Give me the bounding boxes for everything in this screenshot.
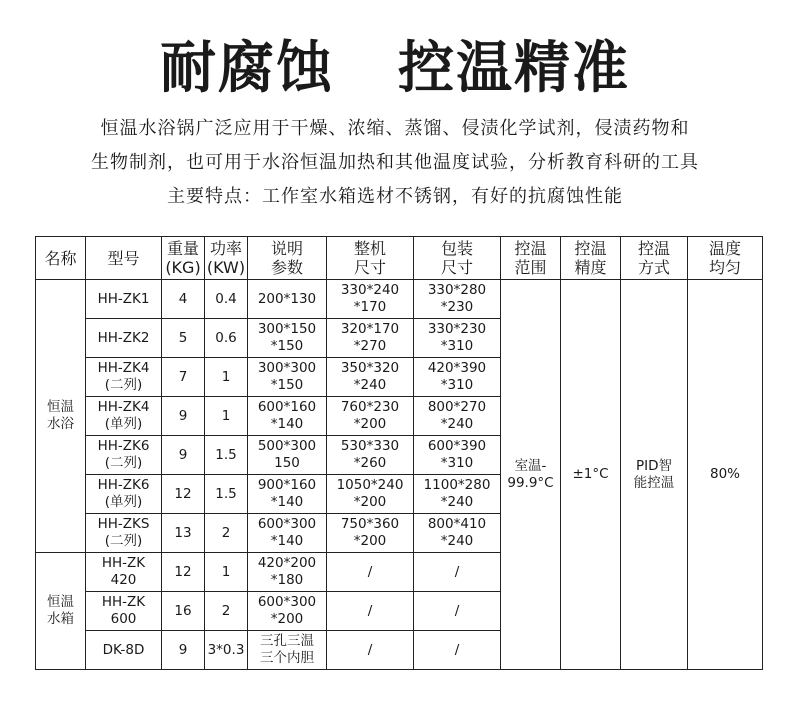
- cell-text: 水箱: [47, 611, 74, 627]
- cell-text: 200*130: [257, 290, 317, 307]
- params-cell: [248, 631, 327, 670]
- cell-text: 800*270: [427, 399, 487, 415]
- package-cell: [414, 475, 501, 514]
- column-header: [327, 237, 414, 280]
- cell-text: 方式: [637, 258, 670, 277]
- cell-text: HH-ZKS: [97, 516, 150, 532]
- power-cell: 2: [205, 592, 248, 631]
- weight-cell: 5: [162, 319, 205, 358]
- size-cell: [327, 592, 414, 631]
- cell-text: *240: [440, 533, 474, 549]
- cell-text: (KW): [206, 258, 246, 277]
- cell-text: 500*300: [257, 438, 317, 454]
- cell-text: 600*300: [257, 594, 317, 610]
- cell-text: 600*160: [257, 399, 317, 415]
- cell-text: *200: [353, 533, 387, 549]
- cell-text: *200: [270, 611, 304, 627]
- cell-text: 150: [274, 455, 300, 471]
- cell-text: 750*360: [340, 516, 400, 532]
- cell-text: (二列): [104, 533, 143, 549]
- model-cell: [86, 319, 162, 358]
- cell-text: 300*300: [257, 360, 317, 376]
- cell-text: *310: [440, 455, 474, 471]
- cell-text: 760*230: [340, 399, 400, 415]
- cell-text: 900*160: [257, 477, 317, 493]
- model-cell: [86, 631, 162, 670]
- cell-text: *260: [353, 455, 387, 471]
- cell-text: HH-ZK1: [97, 290, 150, 307]
- package-cell: [414, 514, 501, 553]
- cell-text: *240: [353, 377, 387, 393]
- cell-text: /: [367, 602, 373, 619]
- cell-text: HH-ZK6: [97, 438, 150, 454]
- cell-text: *310: [440, 338, 474, 354]
- size-cell: [327, 436, 414, 475]
- cell-text: (二列): [104, 377, 143, 393]
- package-cell: [414, 436, 501, 475]
- column-header: [205, 237, 248, 280]
- power-cell: 2: [205, 514, 248, 553]
- description-line-1: 恒温水浴锅广泛应用于干燥、浓缩、蒸馏、侵渍化学试剂，侵渍药物和: [100, 118, 690, 139]
- cell-text: *140: [270, 533, 304, 549]
- cell-text: *310: [440, 377, 474, 393]
- size-cell: [327, 631, 414, 670]
- weight-cell: 16: [162, 592, 205, 631]
- model-cell: [86, 592, 162, 631]
- uniformity-cell: 80%: [688, 280, 763, 670]
- cell-text: 水浴: [47, 416, 74, 432]
- description-line-3: 主要特点：工作室水箱选材不锈钢，有好的抗腐蚀性能: [167, 186, 623, 207]
- cell-text: 600*300: [257, 516, 317, 532]
- cell-text: (单列): [104, 416, 143, 432]
- cell-text: *140: [270, 416, 304, 432]
- params-cell: [248, 319, 327, 358]
- power-cell: 0.6: [205, 319, 248, 358]
- cell-text: PID智: [635, 457, 673, 474]
- cell-text: /: [367, 563, 373, 580]
- cell-text: *180: [270, 572, 304, 588]
- cell-text: 350*320: [340, 360, 400, 376]
- column-header: [561, 237, 621, 280]
- package-cell: [414, 631, 501, 670]
- weight-cell: 9: [162, 397, 205, 436]
- cell-text: HH-ZK: [101, 594, 146, 610]
- size-cell: [327, 397, 414, 436]
- cell-text: *240: [440, 416, 474, 432]
- power-cell: 3*0.3: [205, 631, 248, 670]
- cell-text: *200: [353, 416, 387, 432]
- package-cell: [414, 280, 501, 319]
- power-cell: 0.4: [205, 280, 248, 319]
- cell-text: (单列): [104, 494, 143, 510]
- cell-text: /: [367, 641, 373, 658]
- weight-cell: 7: [162, 358, 205, 397]
- weight-cell: 12: [162, 475, 205, 514]
- package-cell: [414, 319, 501, 358]
- weight-cell: 9: [162, 631, 205, 670]
- cell-text: 恒温: [47, 399, 74, 415]
- cell-text: 恒温: [47, 594, 74, 610]
- cell-text: 420*390: [427, 360, 487, 376]
- size-cell: [327, 553, 414, 592]
- cell-text: 室温-: [514, 457, 547, 474]
- cell-text: 99.9°C: [507, 474, 554, 491]
- cell-text: 530*330: [340, 438, 400, 454]
- cell-text: HH-ZK4: [97, 399, 150, 415]
- model-cell: [86, 358, 162, 397]
- power-cell: 1.5: [205, 475, 248, 514]
- cell-text: /: [454, 602, 460, 619]
- model-cell: [86, 280, 162, 319]
- package-cell: [414, 592, 501, 631]
- cell-text: 温度: [708, 239, 741, 258]
- power-cell: 1: [205, 358, 248, 397]
- column-header: [621, 237, 688, 280]
- table-header-row: [36, 237, 763, 280]
- cell-text: 1100*280: [423, 477, 491, 493]
- cell-text: 1050*240: [336, 477, 404, 493]
- cell-text: 600: [110, 611, 137, 627]
- method-cell: [621, 280, 688, 670]
- cell-text: 330*230: [427, 321, 487, 337]
- cell-text: 尺寸: [353, 258, 386, 277]
- cell-text: 300*150: [257, 321, 317, 337]
- cell-text: *170: [353, 299, 387, 315]
- model-cell: [86, 514, 162, 553]
- cell-text: 420: [110, 572, 137, 588]
- column-header: [162, 237, 205, 280]
- cell-text: 330*280: [427, 282, 487, 298]
- power-cell: 1: [205, 553, 248, 592]
- cell-text: 尺寸: [440, 258, 473, 277]
- title-left: 耐腐蚀: [160, 36, 334, 101]
- model-cell: [86, 553, 162, 592]
- weight-cell: 9: [162, 436, 205, 475]
- cell-text: 型号: [107, 248, 140, 268]
- title-right: 控温精准: [398, 36, 630, 101]
- cell-text: /: [454, 563, 460, 580]
- power-cell: 1: [205, 397, 248, 436]
- params-cell: [248, 280, 327, 319]
- size-cell: [327, 514, 414, 553]
- column-header: [501, 237, 561, 280]
- size-cell: [327, 358, 414, 397]
- params-cell: [248, 592, 327, 631]
- size-cell: [327, 319, 414, 358]
- cell-text: 包装: [440, 239, 473, 258]
- cell-text: 能控温: [633, 474, 675, 491]
- cell-text: 320*170: [340, 321, 400, 337]
- params-cell: [248, 475, 327, 514]
- params-cell: [248, 358, 327, 397]
- precision-cell: ±1°C: [561, 280, 621, 670]
- power-cell: 1.5: [205, 436, 248, 475]
- page-title: [0, 24, 790, 101]
- cell-text: 功率: [209, 239, 242, 258]
- package-cell: [414, 553, 501, 592]
- range-cell: [501, 280, 561, 670]
- cell-text: 重量: [166, 239, 199, 258]
- weight-cell: 13: [162, 514, 205, 553]
- model-cell: [86, 475, 162, 514]
- cell-text: 控温: [574, 239, 607, 258]
- params-cell: [248, 553, 327, 592]
- cell-text: 600*390: [427, 438, 487, 454]
- cell-text: 均匀: [708, 258, 741, 277]
- package-cell: [414, 358, 501, 397]
- cell-text: *270: [353, 338, 387, 354]
- cell-text: 330*240: [340, 282, 400, 298]
- cell-text: /: [454, 641, 460, 658]
- column-header: [86, 237, 162, 280]
- column-header: [248, 237, 327, 280]
- cell-text: *240: [440, 494, 474, 510]
- cell-text: HH-ZK: [101, 555, 146, 571]
- params-cell: [248, 514, 327, 553]
- cell-text: 说明: [270, 239, 303, 258]
- description-line-2: 生物制剂，也可用于水浴恒温加热和其他温度试验，分析教育科研的工具: [91, 152, 699, 173]
- column-header: [688, 237, 763, 280]
- model-cell: [86, 436, 162, 475]
- params-cell: [248, 397, 327, 436]
- cell-text: HH-ZK4: [97, 360, 150, 376]
- cell-text: *140: [270, 494, 304, 510]
- cell-text: 精度: [574, 258, 607, 277]
- cell-text: *150: [270, 377, 304, 393]
- size-cell: [327, 475, 414, 514]
- model-cell: [86, 397, 162, 436]
- size-cell: [327, 280, 414, 319]
- cell-text: 控温: [514, 239, 547, 258]
- group-name-water-tank: [36, 553, 86, 670]
- cell-text: 范围: [514, 258, 547, 277]
- cell-text: 三个内胆: [260, 650, 314, 666]
- cell-text: 420*200: [257, 555, 317, 571]
- cell-text: *200: [353, 494, 387, 510]
- column-header: [36, 237, 86, 280]
- column-header: [414, 237, 501, 280]
- params-cell: [248, 436, 327, 475]
- cell-text: 控温: [637, 239, 670, 258]
- cell-text: 800*410: [427, 516, 487, 532]
- weight-cell: 12: [162, 553, 205, 592]
- cell-text: 名称: [44, 248, 77, 268]
- cell-text: HH-ZK6: [97, 477, 150, 493]
- package-cell: [414, 397, 501, 436]
- cell-text: (二列): [104, 455, 143, 471]
- cell-text: 参数: [270, 258, 303, 277]
- cell-text: DK-8D: [102, 641, 145, 658]
- weight-cell: 4: [162, 280, 205, 319]
- cell-text: *150: [270, 338, 304, 354]
- table-row: [36, 280, 763, 319]
- group-name-water-bath: [36, 280, 86, 553]
- cell-text: (KG): [165, 258, 201, 277]
- cell-text: 整机: [353, 239, 386, 258]
- spec-table: [35, 236, 763, 670]
- cell-text: 三孔三温: [260, 633, 314, 649]
- cell-text: *230: [440, 299, 474, 315]
- cell-text: HH-ZK2: [97, 329, 150, 346]
